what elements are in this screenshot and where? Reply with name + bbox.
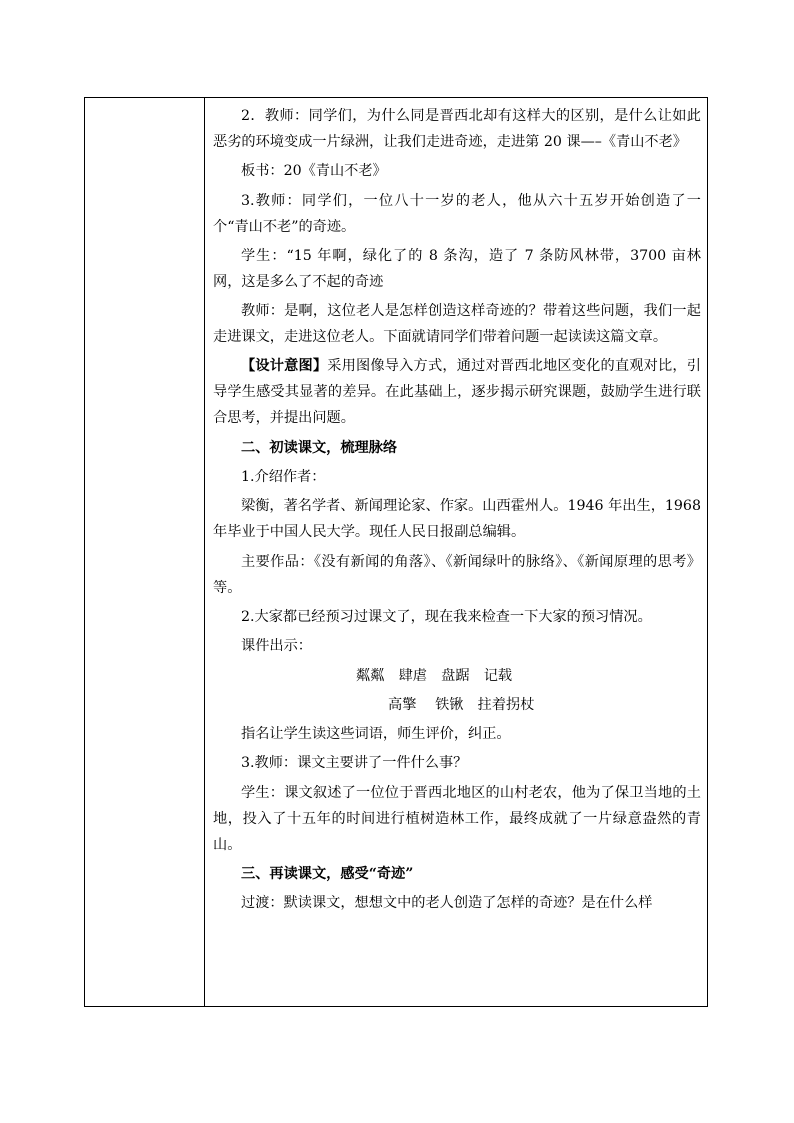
- design-intent-tag: 【设计意图】: [241, 358, 328, 375]
- paragraph-author-intro-title: 1.介绍作者：: [241, 469, 326, 486]
- paragraph-teacher-main-idea: 3.教师：课文主要讲了一件什么事？: [241, 755, 468, 772]
- table-content-cell: [213, 103, 701, 920]
- paragraph-main-works: 主要作品：《没有新闻的角落》、《新闻绿叶的脉络》、《新闻原理的思考》等。: [213, 553, 701, 596]
- paragraph-student-summary: 学生：课文叙述了一位位于晋西北地区的山村老农，他为了保卫当地的土地，投入了十五年的时间进行植树造林工作，最终成就了一片绿意盎然的青山。: [213, 784, 701, 853]
- paragraph-teacher-intro: 2．教师：同学们，为什么同是晋西北却有这样大的区别，是什么让如此恶劣的环境变成一片绿洲，让我们走进奇迹，走进第 20 课—–《青山不老》: [213, 108, 701, 150]
- paragraph-courseware-show: 课件出示：: [241, 638, 312, 655]
- table-left-column: [85, 98, 205, 1006]
- paragraph-teacher-question: 教师：是啊，这位老人是怎样创造这样奇迹的？带着这些问题，我们一起走进课文，走进这位老人。下面就请同学们带着问题一起读读这篇文章。: [213, 303, 701, 346]
- paragraph-preview-check: 2.大家都已经预习过课文了，现在我来检查一下大家的预习情况。: [241, 608, 652, 625]
- vocabulary-line-2: 高擎 铁锹 拄着拐杖: [388, 696, 535, 713]
- paragraph-board-writing: 板书：20《青山不老》: [241, 163, 387, 180]
- paragraph-transition: 过渡：默读课文，想想文中的老人创造了怎样的奇迹？是在什么样: [241, 895, 653, 912]
- paragraph-design-intent: [213, 353, 701, 431]
- lesson-plan-table: [84, 97, 708, 1007]
- paragraph-teacher-old-man: 3.教师：同学们，一位八十一岁的老人，他从六十五岁开始创造了一个“青山不老”的奇迹。: [213, 192, 701, 235]
- paragraph-read-words: 指名让学生读这些词语，师生评价，纠正。: [241, 726, 511, 743]
- design-intent-text: 采用图像导入方式，通过对晋西北地区变化的直观对比，引导学生感受其显著的差异。在此基础上，逐步揭示研究课题，鼓励学生进行联合思考，并提出问题。: [213, 358, 701, 427]
- paragraph-student-answer: 学生：“15 年啊，绿化了的 8 条沟，造了 7 条防风林带，3700 亩林网，这是多么了不起的奇迹: [213, 247, 701, 290]
- section-heading-second-reading: 三、再读课文，感受“奇迹”: [241, 866, 414, 883]
- paragraph-author-bio: 梁衡，著名学者、新闻理论家、作家。山西霍州人。1946 年出生，1968 年毕业于中国人民大学。现任人民日报副总编辑。: [213, 498, 701, 541]
- section-heading-first-reading: 二、初读课文，梳理脉络: [241, 439, 398, 456]
- vocabulary-line-1: 粼粼 肆虐 盘踞 记载: [356, 667, 513, 684]
